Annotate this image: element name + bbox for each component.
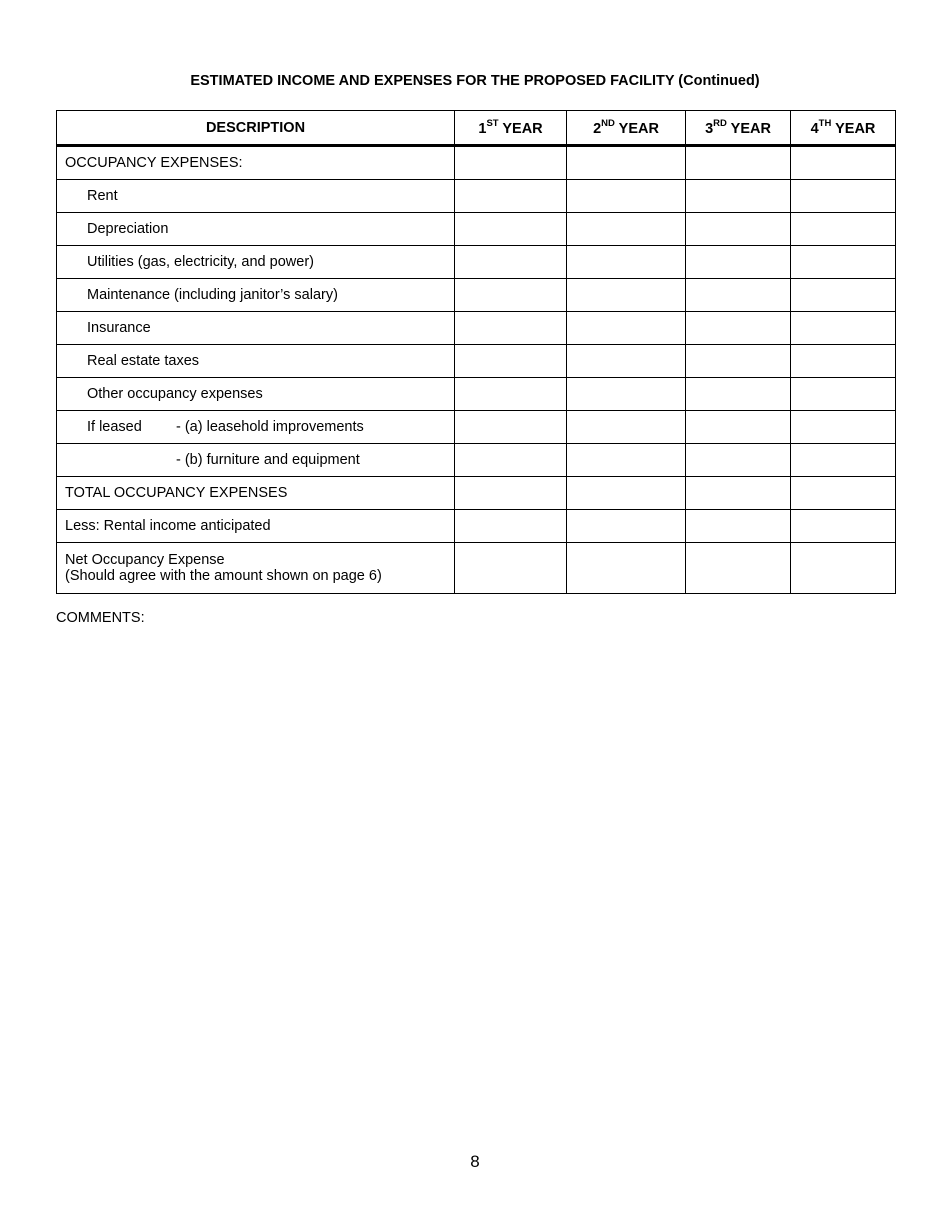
year-3-cell[interactable] xyxy=(686,345,791,378)
if-leased-label: If leased xyxy=(87,419,142,435)
occupancy-expenses-table xyxy=(56,110,896,594)
year-2-cell[interactable] xyxy=(567,146,686,180)
header-year-1: 1ST YEAR xyxy=(455,111,567,146)
row-label-total-occupancy: TOTAL OCCUPANCY EXPENSES xyxy=(57,477,455,510)
table-row xyxy=(57,510,896,543)
year-2-cell[interactable] xyxy=(567,279,686,312)
table-row xyxy=(57,213,896,246)
year-2-cell[interactable] xyxy=(567,411,686,444)
year-4-cell[interactable] xyxy=(791,213,896,246)
row-label-rent: Rent xyxy=(57,180,455,213)
year-2-cell[interactable] xyxy=(567,345,686,378)
header-year-3: 3RD YEAR xyxy=(686,111,791,146)
year-2-cell[interactable] xyxy=(567,180,686,213)
year-1-cell[interactable] xyxy=(455,345,567,378)
row-label-insurance: Insurance xyxy=(57,312,455,345)
form-title: ESTIMATED INCOME AND EXPENSES FOR THE PROPOSED FACILITY (Continued) xyxy=(190,73,760,89)
year-1-cell[interactable] xyxy=(455,146,567,180)
year-3-cell[interactable] xyxy=(686,543,791,594)
row-label-real-estate-taxes: Real estate taxes xyxy=(57,345,455,378)
year-3-cell[interactable] xyxy=(686,444,791,477)
year-3-cell[interactable] xyxy=(686,378,791,411)
table-row xyxy=(57,477,896,510)
year-4-cell[interactable] xyxy=(791,345,896,378)
year-4-cell[interactable] xyxy=(791,146,896,180)
row-label-depreciation: Depreciation xyxy=(57,213,455,246)
year-1-cell[interactable] xyxy=(455,180,567,213)
table-row xyxy=(57,246,896,279)
year-2-cell[interactable] xyxy=(567,312,686,345)
header-year-2: 2ND YEAR xyxy=(567,111,686,146)
table-row xyxy=(57,378,896,411)
year-2-cell[interactable] xyxy=(567,543,686,594)
year-2-cell[interactable] xyxy=(567,477,686,510)
year-1-cell[interactable] xyxy=(455,510,567,543)
year-1-cell[interactable] xyxy=(455,543,567,594)
leasehold-improvements-label: - (a) leasehold improvements xyxy=(176,419,364,435)
table-row xyxy=(57,345,896,378)
year-3-cell[interactable] xyxy=(686,180,791,213)
year-3-cell[interactable] xyxy=(686,146,791,180)
net-occupancy-note: (Should agree with the amount shown on page 6) xyxy=(65,568,382,584)
table-header-row xyxy=(57,111,896,146)
header-description: DESCRIPTION xyxy=(57,111,455,146)
page-number: 8 xyxy=(470,1152,480,1171)
table-row xyxy=(57,543,896,594)
row-label-furniture-equipment: - (b) furniture and equipment xyxy=(57,444,455,477)
year-2-cell[interactable] xyxy=(567,510,686,543)
year-4-cell[interactable] xyxy=(791,411,896,444)
year-2-cell[interactable] xyxy=(567,246,686,279)
year-3-cell[interactable] xyxy=(686,213,791,246)
row-label-occupancy-expenses: OCCUPANCY EXPENSES: xyxy=(57,146,455,180)
year-4-cell[interactable] xyxy=(791,444,896,477)
year-1-cell[interactable] xyxy=(455,444,567,477)
row-label-rental-income: Less: Rental income anticipated xyxy=(57,510,455,543)
year-4-cell[interactable] xyxy=(791,180,896,213)
year-2-cell[interactable] xyxy=(567,378,686,411)
row-label-leasehold-improvements xyxy=(57,411,455,444)
table-row xyxy=(57,146,896,180)
net-occupancy-title: Net Occupancy Expense xyxy=(65,552,225,568)
table-row xyxy=(57,411,896,444)
table-row xyxy=(57,312,896,345)
year-4-cell[interactable] xyxy=(791,246,896,279)
table-row xyxy=(57,444,896,477)
year-1-cell[interactable] xyxy=(455,246,567,279)
year-2-cell[interactable] xyxy=(567,213,686,246)
row-label-other-occupancy: Other occupancy expenses xyxy=(57,378,455,411)
year-2-cell[interactable] xyxy=(567,444,686,477)
table-row xyxy=(57,180,896,213)
header-year-4: 4TH YEAR xyxy=(791,111,896,146)
comments-label: COMMENTS: xyxy=(56,610,145,626)
year-3-cell[interactable] xyxy=(686,312,791,345)
row-label-utilities: Utilities (gas, electricity, and power) xyxy=(57,246,455,279)
row-label-maintenance: Maintenance (including janitor’s salary) xyxy=(57,279,455,312)
table-row xyxy=(57,279,896,312)
year-4-cell[interactable] xyxy=(791,279,896,312)
year-3-cell[interactable] xyxy=(686,246,791,279)
year-4-cell[interactable] xyxy=(791,477,896,510)
year-1-cell[interactable] xyxy=(455,477,567,510)
year-3-cell[interactable] xyxy=(686,510,791,543)
year-4-cell[interactable] xyxy=(791,378,896,411)
year-3-cell[interactable] xyxy=(686,411,791,444)
year-4-cell[interactable] xyxy=(791,510,896,543)
row-label-net-occupancy xyxy=(57,543,455,594)
year-1-cell[interactable] xyxy=(455,213,567,246)
year-1-cell[interactable] xyxy=(455,378,567,411)
year-4-cell[interactable] xyxy=(791,543,896,594)
year-1-cell[interactable] xyxy=(455,411,567,444)
year-3-cell[interactable] xyxy=(686,477,791,510)
year-1-cell[interactable] xyxy=(455,279,567,312)
year-3-cell[interactable] xyxy=(686,279,791,312)
year-4-cell[interactable] xyxy=(791,312,896,345)
year-1-cell[interactable] xyxy=(455,312,567,345)
